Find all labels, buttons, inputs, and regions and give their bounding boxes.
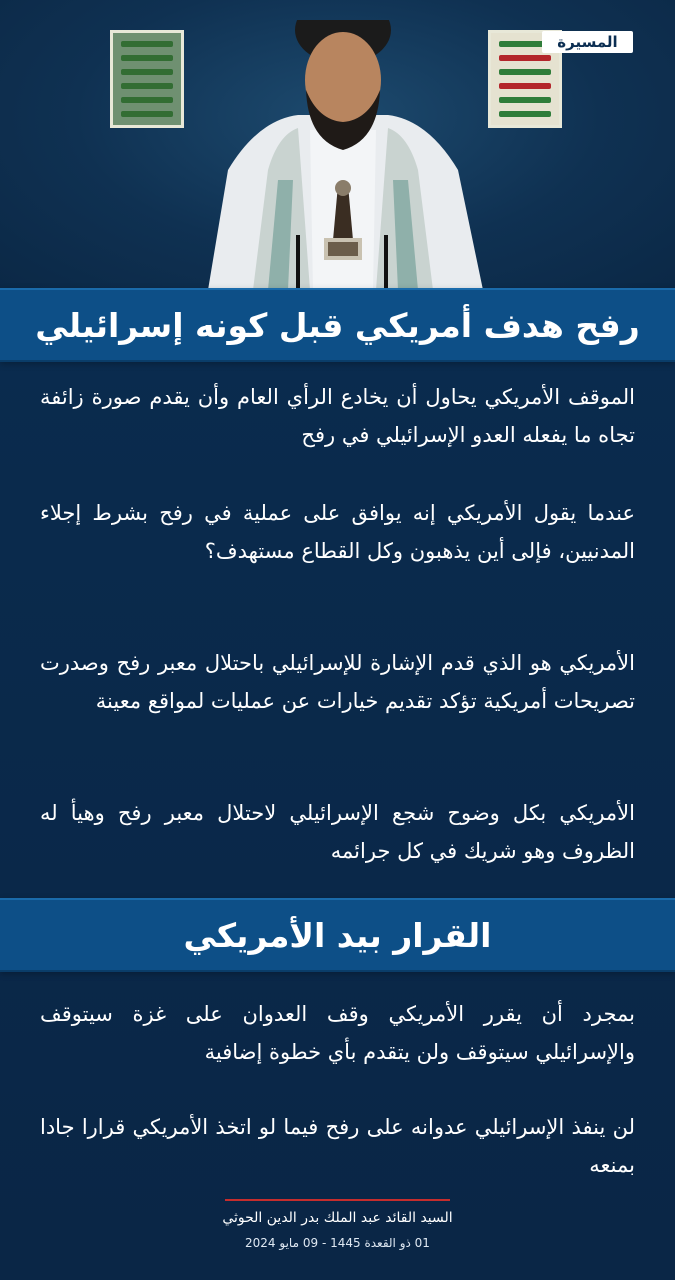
speaker-name: السيد القائد عبد الملك بدر الدين الحوثي — [222, 1210, 453, 1226]
speech-date: 01 ذو القعدة 1445 - 09 مايو 2024 — [245, 1236, 430, 1250]
speaker-portrait — [198, 20, 488, 290]
section2-paragraph: لن ينفذ الإسرائيلي عدوانه على رفح فيما لو اتخذ الأمريكي قرارا جادا بمنعه — [40, 1115, 635, 1177]
section1-paragraph: الأمريكي بكل وضوح شجع الإسرائيلي لاحتلال معبر رفح وهيأ له الظروف وهو شريك في كل جرائمه — [40, 801, 635, 863]
section1-title-bar — [0, 288, 675, 362]
hero-image — [0, 0, 675, 290]
section1-paragraph: الموقف الأمريكي يحاول أن يخادع الرأي العام وأن يقدم صورة زائفة تجاه ما يفعله العدو الإسرائيلي في رفح — [40, 385, 635, 447]
section1-paragraph: الأمريكي هو الذي قدم الإشارة للإسرائيلي باحتلال معبر رفح وصدرت تصريحات أمريكية تؤكد تقديم خيارات عن عمليات لمواقع معينة — [40, 651, 635, 713]
brand-logo: المسيرة — [542, 31, 633, 53]
footer-divider — [225, 1199, 450, 1201]
section2-title: القرار بيد الأمريكي — [183, 915, 492, 955]
left-banner — [110, 30, 184, 128]
section1-paragraph: عندما يقول الأمريكي إنه يوافق على عملية في رفح بشرط إجلاء المدنيين، فإلى أين يذهبون وكل القطاع مستهدف؟ — [40, 501, 635, 563]
section2-title-bar — [0, 898, 675, 972]
section2-paragraph: بمجرد أن يقرر الأمريكي وقف العدوان على غزة سيتوقف والإسرائيلي سيتوقف ولن يتقدم بأي خطوة إضافية — [40, 1002, 635, 1064]
section1-title: رفح هدف أمريكي قبل كونه إسرائيلي — [35, 305, 640, 345]
